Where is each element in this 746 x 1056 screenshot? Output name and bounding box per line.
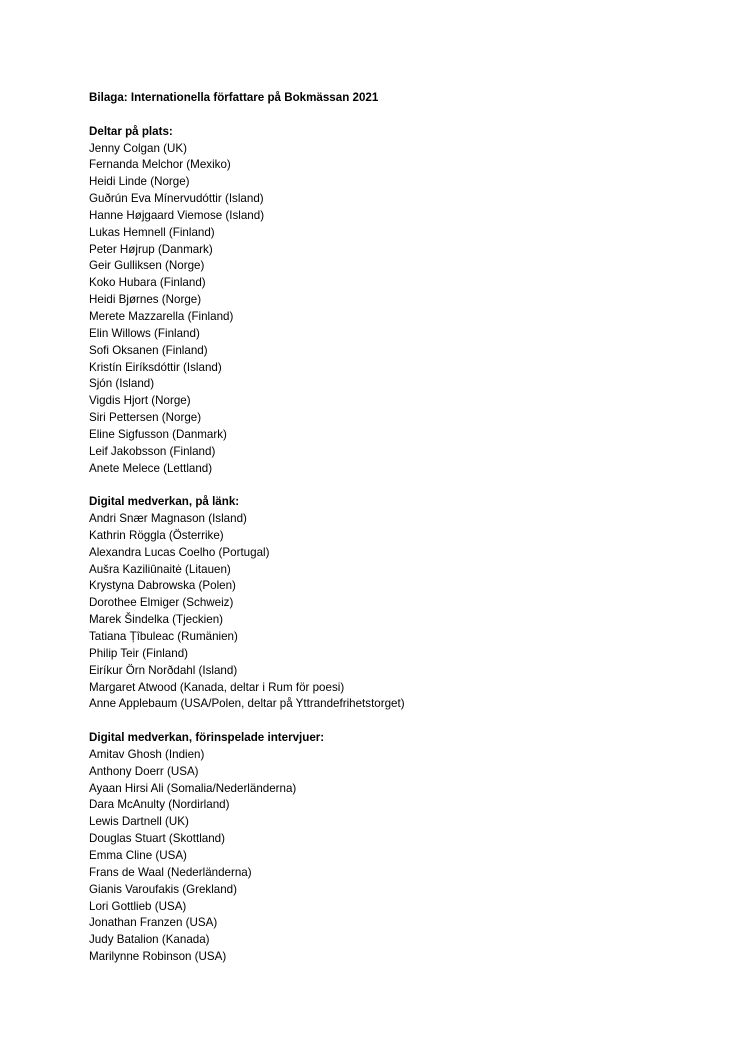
list-item: Amitav Ghosh (Indien) bbox=[89, 747, 205, 761]
list-item: Leif Jakobsson (Finland) bbox=[89, 444, 216, 458]
list-item: Gianis Varoufakis (Grekland) bbox=[89, 882, 237, 896]
list-item: Anete Melece (Lettland) bbox=[89, 461, 213, 475]
list-item: Anne Applebaum (USA/Polen, deltar på Yttrandefrihetstorget) bbox=[89, 697, 405, 711]
section-heading: Digital medverkan, på länk: bbox=[89, 495, 240, 509]
list-item: Sofi Oksanen (Finland) bbox=[89, 343, 208, 357]
list-item: Marilynne Robinson (USA) bbox=[89, 950, 227, 964]
list-item: Philip Teir (Finland) bbox=[89, 646, 189, 660]
list-item: Alexandra Lucas Coelho (Portugal) bbox=[89, 545, 270, 559]
list-item: Krystyna Dabrowska (Polen) bbox=[89, 579, 236, 593]
list-item: Lewis Dartnell (UK) bbox=[89, 815, 189, 829]
list-item: Andri Snær Magnason (Island) bbox=[89, 512, 247, 526]
list-item: Anthony Doerr (USA) bbox=[89, 764, 199, 778]
list-item: Emma Cline (USA) bbox=[89, 848, 187, 862]
list-item: Dara McAnulty (Nordirland) bbox=[89, 798, 230, 812]
list-item: Judy Batalion (Kanada) bbox=[89, 933, 210, 947]
section-on-site bbox=[89, 124, 709, 478]
list-item: Kristín Eiríksdóttir (Island) bbox=[89, 360, 222, 374]
list-item: Heidi Bjørnes (Norge) bbox=[89, 293, 202, 307]
list-item: Heidi Linde (Norge) bbox=[89, 175, 190, 189]
list-item: Geir Gulliksen (Norge) bbox=[89, 259, 205, 273]
list-item: Tatiana Țîbuleac (Rumänien) bbox=[89, 630, 238, 643]
list-item: Aušra Kaziliūnaitė (Litauen) bbox=[89, 562, 231, 576]
list-item: Dorothee Elmiger (Schweiz) bbox=[89, 596, 234, 610]
list-item: Douglas Stuart (Skottland) bbox=[89, 832, 225, 846]
list-item: Eiríkur Örn Norðdahl (Island) bbox=[89, 663, 238, 677]
document-title: Bilaga: Internationella författare på Bokmässan 2021 bbox=[89, 91, 379, 104]
list-item: Kathrin Röggla (Österrike) bbox=[89, 528, 224, 542]
list-item: Fernanda Melchor (Mexiko) bbox=[89, 158, 231, 172]
section-heading: Deltar på plats: bbox=[89, 124, 173, 138]
spacer bbox=[89, 713, 709, 730]
list-item: Vigdis Hjort (Norge) bbox=[89, 394, 191, 408]
spacer bbox=[89, 107, 709, 124]
section-heading: Digital medverkan, förinspelade intervjuer: bbox=[89, 731, 325, 745]
list-item: Guðrún Eva Mínervudóttir (Island) bbox=[89, 192, 264, 206]
section-digital-prerecorded bbox=[89, 730, 709, 966]
list-item: Jenny Colgan (UK) bbox=[89, 141, 187, 155]
list-item: Merete Mazzarella (Finland) bbox=[89, 309, 234, 323]
spacer bbox=[89, 477, 709, 494]
list-item: Sjón (Island) bbox=[89, 377, 155, 391]
list-item: Siri Pettersen (Norge) bbox=[89, 411, 202, 425]
list-item: Koko Hubara (Finland) bbox=[89, 276, 206, 290]
list-item: Hanne Højgaard Viemose (Island) bbox=[89, 208, 265, 222]
list-item: Elin Willows (Finland) bbox=[89, 326, 200, 340]
list-item: Margaret Atwood (Kanada, deltar i Rum för poesi) bbox=[89, 680, 345, 694]
list-item: Eline Sigfusson (Danmark) bbox=[89, 427, 227, 441]
section-digital-link bbox=[89, 494, 709, 713]
list-item: Jonathan Franzen (USA) bbox=[89, 916, 218, 930]
list-item: Marek Šindelka (Tjeckien) bbox=[89, 613, 224, 627]
list-item: Lukas Hemnell (Finland) bbox=[89, 225, 215, 239]
list-item: Frans de Waal (Nederländerna) bbox=[89, 865, 252, 879]
list-item: Peter Højrup (Danmark) bbox=[89, 242, 213, 256]
list-item: Ayaan Hirsi Ali (Somalia/Nederländerna) bbox=[89, 781, 297, 795]
document-content bbox=[89, 90, 709, 966]
list-item: Lori Gottlieb (USA) bbox=[89, 899, 187, 913]
